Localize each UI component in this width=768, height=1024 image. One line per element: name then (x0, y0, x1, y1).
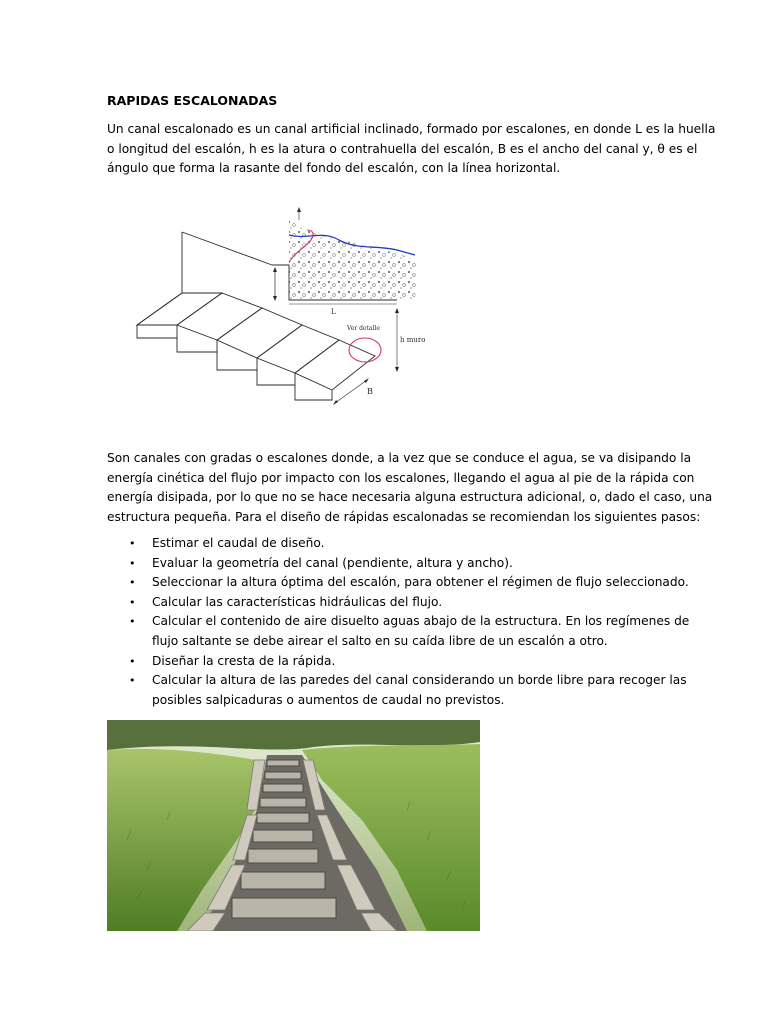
diagram-label-B: B (367, 387, 373, 396)
stepped-channel-photo (107, 720, 480, 931)
body-paragraph (107, 449, 713, 527)
stepped-channel-diagram (107, 200, 427, 410)
channel-wall-top (182, 232, 272, 265)
body-line: energía disipada, por lo que no se hace necesaria alguna estructura adicional, o, dado el caso, una (107, 490, 713, 505)
intro-line: o longitud del escalón, h es la atura o contrahuella del escalón, B es el ancho del canal y, θ es el (107, 141, 698, 156)
body-line: estructura pequeña. Para el diseño de rápidas escalonadas se recomiendan los siguientes pasos: (107, 509, 701, 524)
list-item: • Calcular el contenido de aire disuelto aguas abajo de la estructura. En los regímenes de flujo saltante se debe airear el salto en su caída libre de un escalón a otro. (129, 614, 690, 648)
bullet-icon: • (129, 556, 136, 570)
channel-back-wall (137, 232, 182, 325)
intro-paragraph (107, 120, 716, 179)
document-title: RAPIDAS ESCALONADAS (107, 93, 278, 108)
design-steps-list (107, 534, 690, 710)
bullet-icon: • (129, 615, 136, 629)
diagram-label-detail: Ver detalle (347, 325, 380, 332)
diagram-label-L: L (331, 308, 336, 316)
intro-line: ángulo que forma la rasante del fondo del escalón, con la línea horizontal. (107, 161, 561, 176)
gravel-fill-lower (289, 260, 415, 300)
bullet-icon: • (129, 674, 136, 688)
detail-marker-bottom (349, 338, 381, 362)
list-item: • Calcular la altura de las paredes del canal considerando un borde libre para recoger las posibles salpicaduras o aumentos de caudal no previstos. (129, 673, 687, 707)
diagram-label-h-muro: h muro (400, 336, 426, 344)
intro-line: Un canal escalonado es un canal artificial inclinado, formado por escalones, en donde L es la huella (107, 122, 716, 136)
body-line: Son canales con gradas o escalones donde, a la vez que se conduce el agua, se va disipando la (107, 451, 692, 465)
body-line: energía cinética del flujo por impacto con los escalones, llegando el agua al pie de la rápida con (107, 470, 695, 485)
list-item: • Calcular las características hidráulicas del flujo. (107, 593, 667, 613)
stepped-channel (137, 293, 375, 400)
bullet-icon: • (129, 576, 136, 590)
list-item: • Diseñar la cresta de la rápida. (107, 652, 667, 672)
list-item: • Seleccionar la altura óptima del escalón, para obtener el régimen de flujo seleccionado. (107, 573, 667, 593)
list-item: • Evaluar la geometría del canal (pendiente, altura y ancho). (107, 554, 667, 574)
bullet-icon: • (129, 595, 136, 609)
list-item: • Estimar el caudal de diseño. (107, 534, 667, 554)
bullet-icon: • (129, 537, 136, 550)
bullet-icon: • (129, 654, 136, 668)
